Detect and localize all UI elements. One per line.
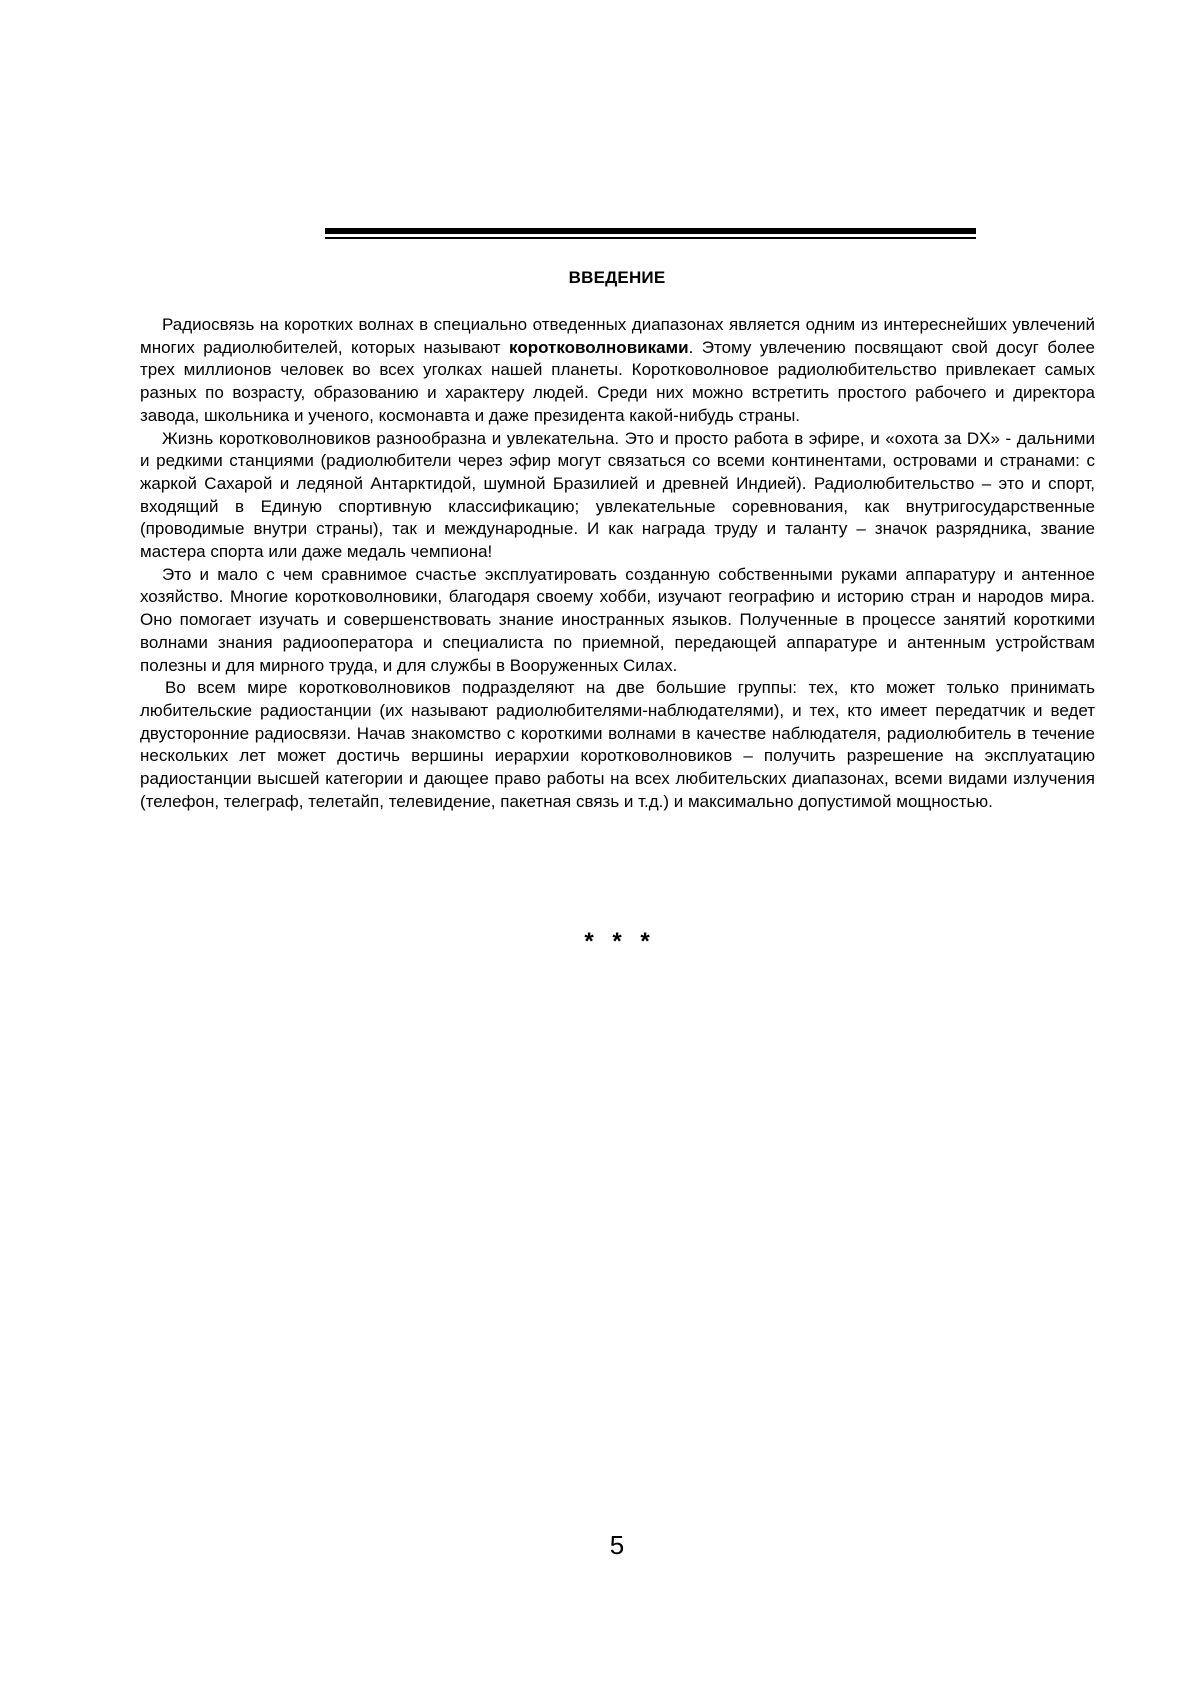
paragraph-1-text-before: Радиосвязь на коротких волнах в специально отведенных диапазонах является одним из интереснейших увлечений многих радиолюбителей, которых называют	[140, 315, 1095, 357]
section-separator: * * *	[584, 928, 650, 955]
paragraph-2: Жизнь коротковолновиков разнообразна и увлекательна. Это и просто работа в эфире, и «охота за DX» - дальними и редкими станциями (радиолюбители через эфир могут связаться со всеми континентами, островами и странами: с жаркой Сахарой и ледяной Антарктидой, шумной Бразилией и древней Индией). Радиолюбительство – это и спорт, входящий в Единую спортивную классификацию; увлекательные соревнования, как внутригосударственные (проводимые внутри страны), так и международные. И как награда труду и таланту – значок разрядника, звание мастера спорта или даже медаль чемпиона!	[140, 428, 1095, 562]
paragraph-4: Во всем мире коротковолновиков подразделяют на две большие группы: тех, кто может только принимать любительские радиостанции (их называют радиолюбителями-наблюдателями), и тех, кто имеет передатчик и ведет двусторонние радиосвязи. Начав знакомство с короткими волнами в качестве наблюдателя, радиолюбитель в течение нескольких лет может достичь вершины иерархии коротковолновиков – получить разрешение на эксплуатацию радиостанции высшей категории и дающее право работы на всех любительских диапазонах, всеми видами излучения (телефон, телеграф, телетайп, телевидение, пакетная связь и т.д.) и максимально допустимой мощностью.	[140, 678, 1095, 811]
page-number: 5	[609, 1530, 625, 1560]
paragraph-3: Это и мало с чем сравнимое счастье эксплуатировать созданную собственными руками аппаратуру и антенное хозяйство. Многие коротковолновики, благодаря своему хобби, изучают географию и историю стран и народов мира. Оно помогает изучать и совершенствовать знание иностранных языков. Полученные в процессе занятий короткими волнами знания радиооператора и специалиста по приемной, передающей аппаратуре и антенным устройствам полезны и для мирного труда, и для службы в Вооруженных Силах.	[140, 564, 1095, 675]
paragraph-1-text-after: . Этому увлечению посвящают свой досуг более трех миллионов человек во всех уголках нашей планеты. Коротковолновое радиолюбительство привлекает самых разных по возрасту, образованию и характеру людей. Среди них можно встретить простого рабочего и директора завода, школьника и ученого, космонавта и даже президента какой-нибудь страны.	[140, 337, 1095, 425]
header-rule-thin	[325, 237, 976, 239]
paragraph-1	[140, 314, 1095, 428]
header-double-rule	[325, 228, 976, 239]
section-heading: ВВЕДЕНИЕ	[568, 268, 666, 287]
paragraph-1-bold-term: коротковолновиками	[509, 337, 689, 357]
body-text	[140, 314, 1095, 813]
